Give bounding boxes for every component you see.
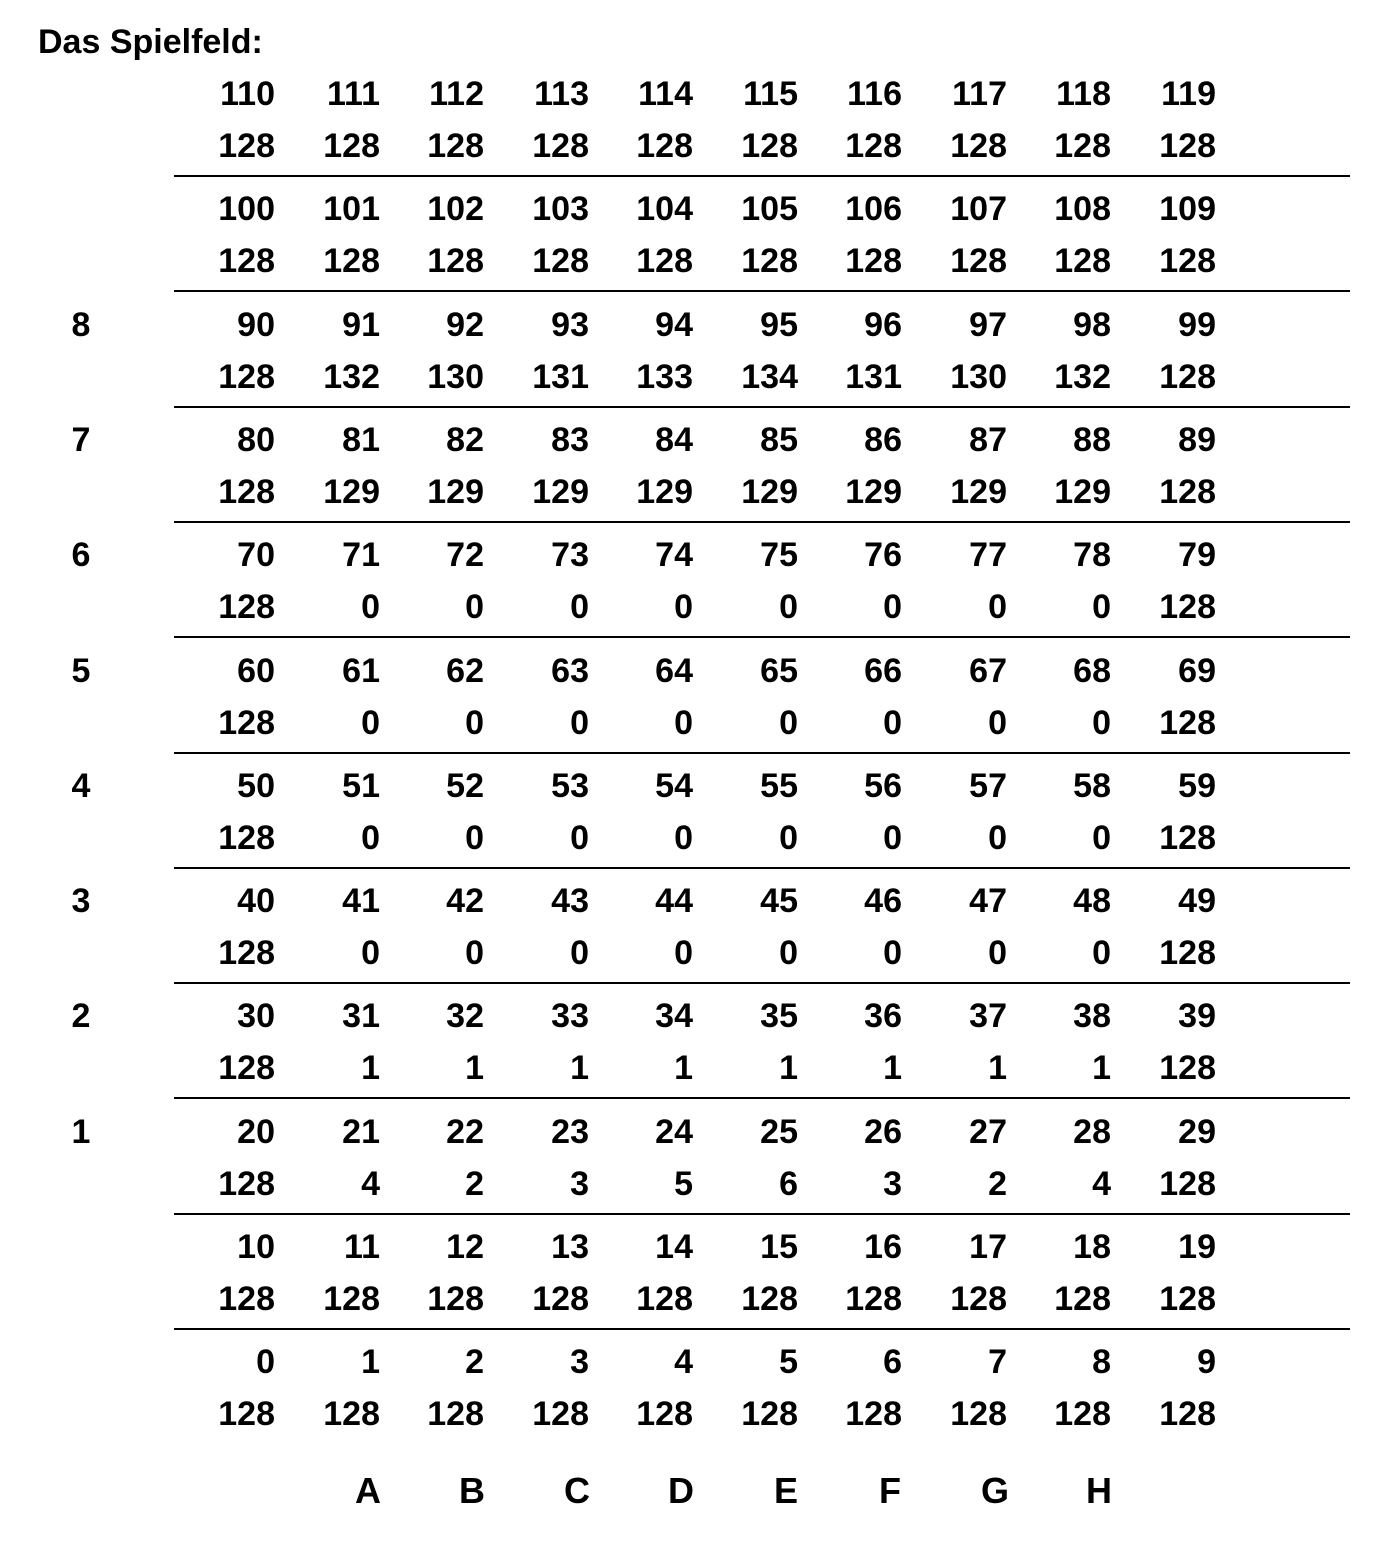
- field-value: 128: [741, 1395, 798, 1433]
- field-index: 47: [969, 882, 1007, 920]
- field-index: 71: [342, 536, 380, 574]
- field-index: 9: [1197, 1343, 1216, 1381]
- field-value: 128: [1054, 1395, 1111, 1433]
- field-value: 134: [741, 358, 798, 396]
- field-index: 118: [1056, 75, 1111, 113]
- field-value: 0: [779, 704, 798, 742]
- field-index: 108: [1054, 190, 1111, 228]
- field-value: 0: [465, 704, 484, 742]
- field-index: 50: [237, 767, 275, 805]
- field-index: 11: [344, 1228, 380, 1266]
- field-index: 43: [551, 882, 589, 920]
- field-index: 116: [847, 75, 902, 113]
- field-index: 23: [551, 1113, 589, 1151]
- field-index: 20: [237, 1113, 275, 1151]
- page-title: Das Spielfeld:: [38, 23, 263, 61]
- field-index: 0: [256, 1343, 275, 1381]
- field-value: 128: [218, 1280, 275, 1318]
- board-row: [0, 1215, 1398, 1330]
- field-index: 81: [342, 421, 380, 459]
- field-value: 128: [323, 1280, 380, 1318]
- field-value: 1: [570, 1049, 589, 1087]
- field-index: 1: [361, 1343, 380, 1381]
- field-index: 61: [342, 652, 380, 690]
- field-value: 128: [950, 1395, 1007, 1433]
- field-value: 128: [427, 1280, 484, 1318]
- field-value: 128: [532, 242, 589, 280]
- field-index: 66: [864, 652, 902, 690]
- field-value: 128: [218, 1165, 275, 1203]
- field-index: 24: [655, 1113, 693, 1151]
- field-index: 90: [237, 306, 275, 344]
- board-row: [0, 293, 1398, 408]
- field-value: 2: [988, 1165, 1007, 1203]
- field-value: 129: [845, 473, 902, 511]
- field-value: 129: [1054, 473, 1111, 511]
- field-index: 5: [779, 1343, 798, 1381]
- field-value: 128: [1159, 127, 1216, 165]
- field-value: 3: [883, 1165, 902, 1203]
- field-value: 128: [950, 127, 1007, 165]
- field-value: 129: [741, 473, 798, 511]
- field-index: 62: [446, 652, 484, 690]
- field-index: 60: [237, 652, 275, 690]
- board-row: [0, 523, 1398, 638]
- field-index: 99: [1178, 306, 1216, 344]
- field-index: 111: [327, 75, 380, 113]
- board-row: [0, 62, 1398, 177]
- field-value: 0: [361, 934, 380, 972]
- field-value: 128: [950, 242, 1007, 280]
- field-index: 54: [655, 767, 693, 805]
- file-label: D: [668, 1470, 694, 1511]
- file-label: B: [459, 1470, 485, 1511]
- field-value: 0: [674, 819, 693, 857]
- field-index: 21: [342, 1113, 380, 1151]
- field-index: 107: [950, 190, 1007, 228]
- field-index: 101: [323, 190, 380, 228]
- field-value: 128: [218, 242, 275, 280]
- field-index: 89: [1178, 421, 1216, 459]
- field-value: 0: [674, 704, 693, 742]
- field-index: 113: [534, 75, 589, 113]
- file-label: G: [980, 1470, 1009, 1511]
- field-value: 128: [1159, 1165, 1216, 1203]
- field-value: 128: [218, 588, 275, 626]
- field-value: 128: [218, 358, 275, 396]
- field-value: 128: [532, 1395, 589, 1433]
- field-value: 128: [323, 1395, 380, 1433]
- field-index: 27: [969, 1113, 1007, 1151]
- field-index: 25: [760, 1113, 798, 1151]
- row-divider: [174, 1097, 1350, 1099]
- rank-label: 2: [71, 997, 91, 1035]
- field-value: 1: [988, 1049, 1007, 1087]
- field-index: 86: [864, 421, 902, 459]
- field-index: 88: [1073, 421, 1111, 459]
- field-index: 75: [760, 536, 798, 574]
- field-value: 128: [218, 934, 275, 972]
- field-value: 128: [427, 1395, 484, 1433]
- field-index: 76: [864, 536, 902, 574]
- field-value: 1: [883, 1049, 902, 1087]
- field-value: 0: [1092, 588, 1111, 626]
- field-index: 67: [969, 652, 1007, 690]
- field-value: 129: [323, 473, 380, 511]
- field-value: 0: [1092, 819, 1111, 857]
- field-index: 106: [845, 190, 902, 228]
- field-index: 93: [551, 306, 589, 344]
- field-index: 103: [532, 190, 589, 228]
- field-value: 128: [741, 127, 798, 165]
- board-row: [0, 408, 1398, 523]
- field-value: 128: [1054, 242, 1111, 280]
- rank-label: 4: [71, 767, 91, 805]
- field-index: 32: [446, 997, 484, 1035]
- field-index: 17: [969, 1228, 1007, 1266]
- field-value: 128: [741, 242, 798, 280]
- field-value: 128: [1159, 704, 1216, 742]
- field-value: 131: [845, 358, 902, 396]
- field-value: 129: [427, 473, 484, 511]
- field-value: 132: [323, 358, 380, 396]
- field-value: 128: [636, 1395, 693, 1433]
- file-labels: [0, 1470, 1398, 1514]
- field-index: 95: [760, 306, 798, 344]
- field-value: 6: [779, 1165, 798, 1203]
- field-index: 41: [342, 882, 380, 920]
- field-index: 96: [864, 306, 902, 344]
- field-value: 128: [845, 1395, 902, 1433]
- field-value: 128: [845, 1280, 902, 1318]
- field-index: 70: [237, 536, 275, 574]
- field-index: 53: [551, 767, 589, 805]
- board-row: [0, 754, 1398, 869]
- field-value: 133: [636, 358, 693, 396]
- rank-label: 1: [71, 1113, 91, 1151]
- field-value: 0: [779, 819, 798, 857]
- field-value: 128: [741, 1280, 798, 1318]
- field-value: 2: [465, 1165, 484, 1203]
- field-value: 0: [1092, 704, 1111, 742]
- field-value: 128: [1159, 934, 1216, 972]
- field-index: 18: [1073, 1228, 1111, 1266]
- field-index: 44: [655, 882, 693, 920]
- field-value: 0: [988, 704, 1007, 742]
- field-value: 128: [950, 1280, 1007, 1318]
- board-row: [0, 869, 1398, 984]
- row-divider: [174, 290, 1350, 292]
- field-index: 15: [760, 1228, 798, 1266]
- field-index: 73: [551, 536, 589, 574]
- field-index: 97: [969, 306, 1007, 344]
- board-row: [0, 984, 1398, 1099]
- field-index: 28: [1073, 1113, 1111, 1151]
- field-index: 7: [988, 1343, 1007, 1381]
- field-index: 84: [655, 421, 693, 459]
- field-index: 114: [638, 75, 693, 113]
- row-divider: [174, 636, 1350, 638]
- field-value: 0: [1092, 934, 1111, 972]
- rank-label: 5: [71, 652, 91, 690]
- field-value: 128: [1159, 473, 1216, 511]
- field-value: 0: [883, 819, 902, 857]
- field-index: 36: [864, 997, 902, 1035]
- field-value: 128: [427, 127, 484, 165]
- field-index: 104: [636, 190, 693, 228]
- field-index: 45: [760, 882, 798, 920]
- field-value: 130: [950, 358, 1007, 396]
- field-value: 128: [636, 1280, 693, 1318]
- field-index: 39: [1178, 997, 1216, 1035]
- field-value: 128: [218, 819, 275, 857]
- field-value: 128: [218, 473, 275, 511]
- field-index: 31: [342, 997, 380, 1035]
- field-value: 128: [1159, 1395, 1216, 1433]
- field-value: 132: [1054, 358, 1111, 396]
- field-index: 46: [864, 882, 902, 920]
- field-index: 92: [446, 306, 484, 344]
- field-index: 63: [551, 652, 589, 690]
- field-value: 1: [1092, 1049, 1111, 1087]
- rank-label: 7: [71, 421, 91, 459]
- field-value: 0: [465, 588, 484, 626]
- field-index: 59: [1178, 767, 1216, 805]
- field-index: 6: [883, 1343, 902, 1381]
- field-index: 64: [655, 652, 693, 690]
- field-value: 0: [988, 588, 1007, 626]
- board-row: [0, 1100, 1398, 1215]
- file-label: H: [1086, 1470, 1112, 1511]
- field-value: 0: [779, 934, 798, 972]
- field-index: 2: [465, 1343, 484, 1381]
- field-index: 74: [655, 536, 693, 574]
- field-value: 128: [1054, 1280, 1111, 1318]
- field-index: 82: [446, 421, 484, 459]
- field-index: 72: [446, 536, 484, 574]
- field-value: 128: [532, 127, 589, 165]
- field-index: 19: [1178, 1228, 1216, 1266]
- field-value: 128: [636, 127, 693, 165]
- field-value: 129: [950, 473, 1007, 511]
- field-index: 115: [743, 75, 798, 113]
- field-index: 13: [551, 1228, 589, 1266]
- rank-label: 8: [71, 306, 91, 344]
- field-value: 128: [636, 242, 693, 280]
- file-label: E: [773, 1470, 798, 1511]
- field-value: 0: [570, 934, 589, 972]
- field-value: 128: [1159, 819, 1216, 857]
- field-value: 128: [845, 127, 902, 165]
- field-value: 130: [427, 358, 484, 396]
- field-index: 87: [969, 421, 1007, 459]
- field-index: 117: [952, 75, 1007, 113]
- field-index: 77: [969, 536, 1007, 574]
- field-index: 22: [446, 1113, 484, 1151]
- field-index: 51: [342, 767, 380, 805]
- field-value: 128: [323, 127, 380, 165]
- field-index: 78: [1073, 536, 1111, 574]
- field-value: 5: [674, 1165, 693, 1203]
- field-index: 33: [551, 997, 589, 1035]
- field-value: 0: [570, 819, 589, 857]
- field-value: 0: [361, 704, 380, 742]
- field-value: 0: [570, 588, 589, 626]
- field-value: 128: [218, 1395, 275, 1433]
- field-value: 0: [465, 819, 484, 857]
- field-index: 57: [969, 767, 1007, 805]
- board-row: [0, 177, 1398, 292]
- field-index: 48: [1073, 882, 1111, 920]
- field-index: 80: [237, 421, 275, 459]
- field-value: 3: [570, 1165, 589, 1203]
- field-index: 40: [237, 882, 275, 920]
- field-value: 0: [883, 704, 902, 742]
- field-value: 129: [532, 473, 589, 511]
- field-index: 98: [1073, 306, 1111, 344]
- field-index: 30: [237, 997, 275, 1035]
- field-index: 83: [551, 421, 589, 459]
- field-value: 0: [361, 588, 380, 626]
- field-value: 1: [465, 1049, 484, 1087]
- field-value: 128: [218, 1049, 275, 1087]
- field-index: 35: [760, 997, 798, 1035]
- field-value: 4: [361, 1165, 380, 1203]
- board-row: [0, 1330, 1398, 1445]
- field-value: 128: [532, 1280, 589, 1318]
- field-index: 14: [655, 1228, 693, 1266]
- field-value: 0: [674, 934, 693, 972]
- field-index: 12: [446, 1228, 484, 1266]
- field-index: 69: [1178, 652, 1216, 690]
- file-label: A: [355, 1470, 381, 1511]
- field-value: 4: [1092, 1165, 1111, 1203]
- field-value: 129: [636, 473, 693, 511]
- field-value: 128: [845, 242, 902, 280]
- field-index: 56: [864, 767, 902, 805]
- field-index: 100: [218, 190, 275, 228]
- field-index: 109: [1159, 190, 1216, 228]
- field-index: 85: [760, 421, 798, 459]
- field-index: 55: [760, 767, 798, 805]
- rank-label: 3: [71, 882, 91, 920]
- board-row: [0, 639, 1398, 754]
- field-value: 1: [779, 1049, 798, 1087]
- field-value: 1: [674, 1049, 693, 1087]
- field-value: 0: [883, 934, 902, 972]
- field-index: 110: [220, 75, 275, 113]
- field-value: 128: [323, 242, 380, 280]
- field-index: 119: [1161, 75, 1216, 113]
- field-index: 29: [1178, 1113, 1216, 1151]
- field-value: 0: [570, 704, 589, 742]
- field-index: 52: [446, 767, 484, 805]
- field-value: 128: [1054, 127, 1111, 165]
- field-value: 128: [1159, 588, 1216, 626]
- field-value: 128: [218, 704, 275, 742]
- field-index: 42: [446, 882, 484, 920]
- field-value: 1: [361, 1049, 380, 1087]
- field-index: 16: [864, 1228, 902, 1266]
- field-value: 131: [532, 358, 589, 396]
- field-index: 102: [427, 190, 484, 228]
- field-value: 0: [988, 819, 1007, 857]
- field-value: 0: [465, 934, 484, 972]
- field-index: 3: [570, 1343, 589, 1381]
- field-index: 38: [1073, 997, 1111, 1035]
- file-label: F: [879, 1470, 901, 1511]
- field-value: 128: [1159, 1280, 1216, 1318]
- field-index: 105: [741, 190, 798, 228]
- field-index: 37: [969, 997, 1007, 1035]
- field-value: 0: [361, 819, 380, 857]
- field-index: 8: [1092, 1343, 1111, 1381]
- field-index: 94: [655, 306, 693, 344]
- field-index: 4: [674, 1343, 693, 1381]
- field-index: 65: [760, 652, 798, 690]
- field-value: 0: [674, 588, 693, 626]
- field-value: 128: [1159, 242, 1216, 280]
- field-index: 49: [1178, 882, 1216, 920]
- field-index: 79: [1178, 536, 1216, 574]
- field-index: 112: [429, 75, 484, 113]
- field-value: 0: [988, 934, 1007, 972]
- file-label: C: [564, 1470, 590, 1511]
- field-value: 128: [1159, 1049, 1216, 1087]
- field-index: 68: [1073, 652, 1111, 690]
- field-value: 0: [883, 588, 902, 626]
- field-index: 91: [342, 306, 380, 344]
- field-value: 0: [779, 588, 798, 626]
- rank-label: 6: [71, 536, 91, 574]
- field-index: 26: [864, 1113, 902, 1151]
- field-value: 128: [427, 242, 484, 280]
- field-value: 128: [218, 127, 275, 165]
- field-index: 34: [655, 997, 693, 1035]
- field-index: 58: [1073, 767, 1111, 805]
- field-value: 128: [1159, 358, 1216, 396]
- field-index: 10: [237, 1228, 275, 1266]
